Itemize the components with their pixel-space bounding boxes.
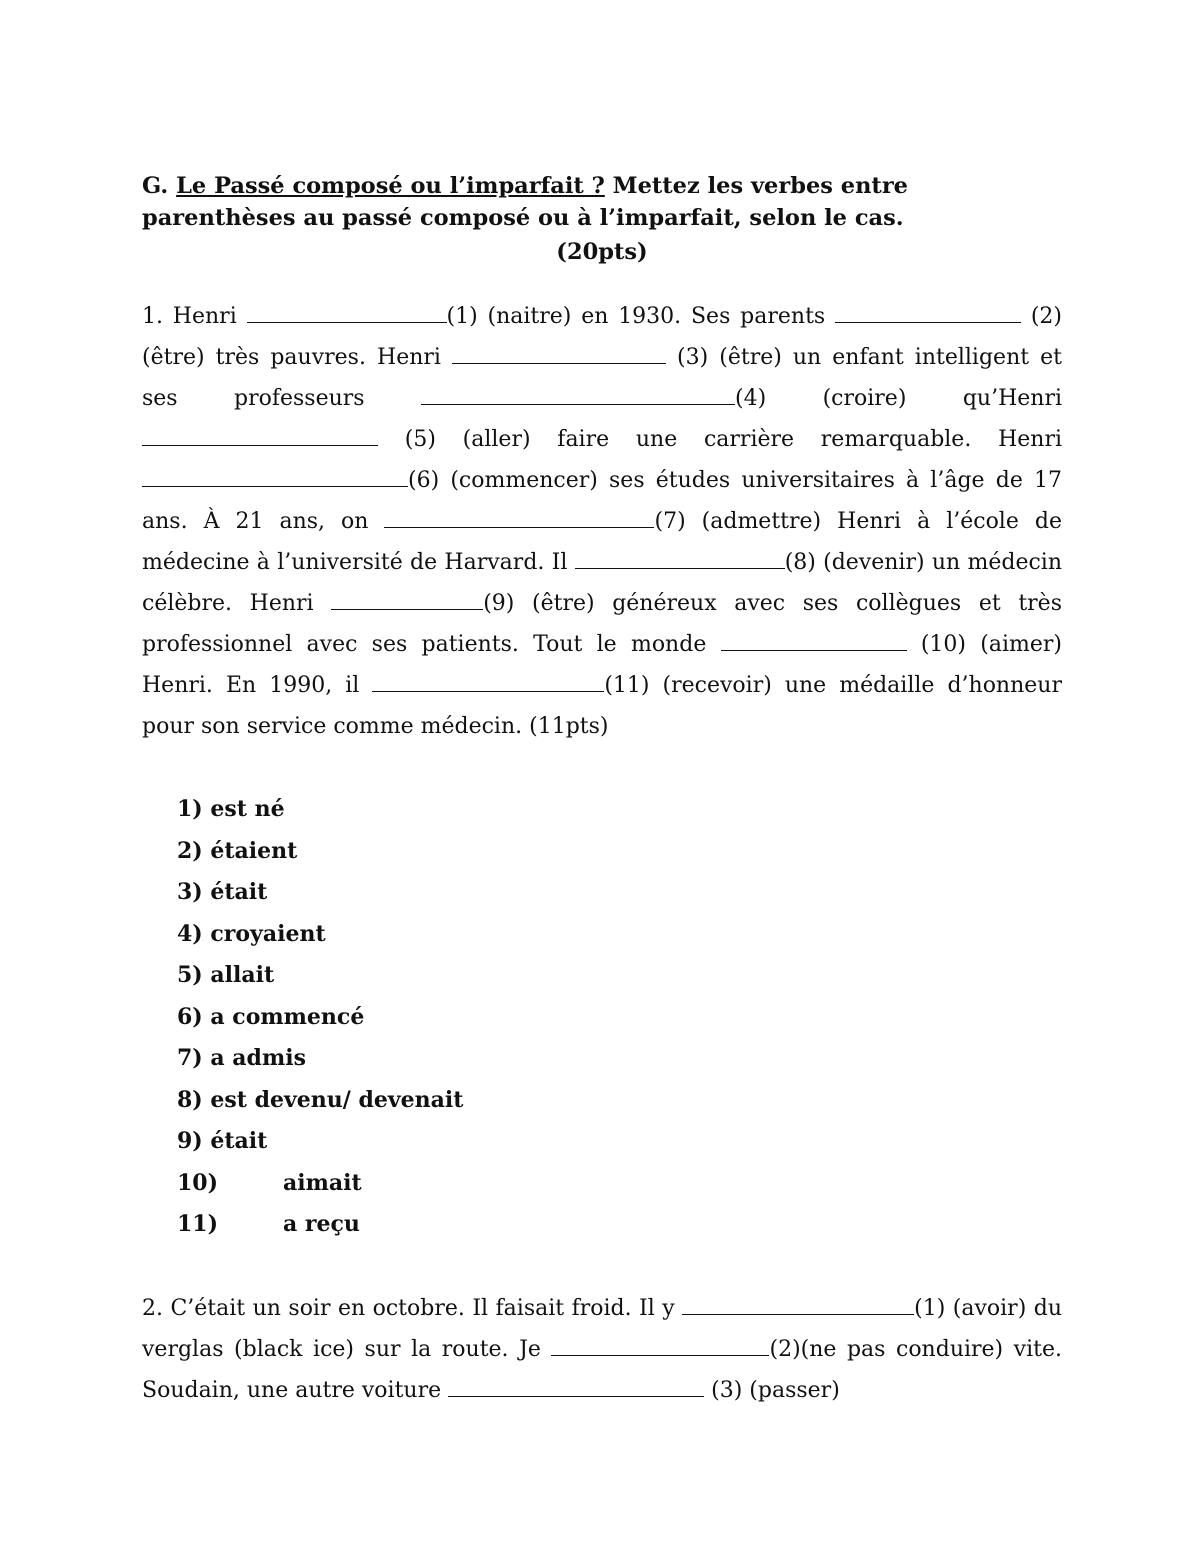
answer-text: était [210,879,268,905]
answer-text: allait [210,962,275,988]
section-points: (20pts) [556,239,648,265]
answer-text: étaient [210,837,298,864]
exercise-1-text: (11) (recevoir) une médaille d’honneur pour son service comme médecin. (11pts) [142,673,1062,739]
instructions-line-2: parenthèses au passé composé ou à l’imparfait, selon le cas. [142,205,904,231]
answer-number: 8) [177,1086,203,1113]
answer-item [177,955,1062,997]
exercise-1-paragraph [142,296,1062,747]
exercise-1-text: (9) (être) généreux avec ses collègues et très professionnel avec ses patients. Tout le monde [142,591,1062,657]
exercise-1-text: (5) (aller) faire une carrière remarquable. Henri [378,427,1062,452]
section-letter: G. [142,173,169,199]
answer-number: 2) [177,837,203,864]
answer-key-list [177,789,1062,1246]
answer-item [177,831,1062,873]
blank-3[interactable] [452,345,666,364]
blank-ex2-3[interactable] [448,1378,704,1397]
blank-5[interactable] [142,427,378,446]
exercise-1-text: 1. Henri [142,304,247,329]
blank-7[interactable] [384,509,654,528]
blank-10[interactable] [721,632,907,651]
answer-item [177,997,1062,1039]
answer-number: 10) [177,1169,219,1196]
blank-ex2-1[interactable] [682,1296,914,1315]
answer-text: était [210,1128,268,1154]
answer-number: 6) [177,1003,203,1030]
exercise-1-text: (2) (être) très pauvres. Henri [142,304,1062,370]
exercise-2-text: (3) (passer) [704,1377,840,1403]
answer-text: est né [210,796,285,822]
answer-text: a commencé [210,1003,365,1030]
answer-text: a admis [210,1045,306,1071]
blank-ex2-2[interactable] [551,1337,769,1356]
answer-text: est devenu/ devenait [210,1086,464,1113]
exercise-1-text: (7) (admettre) Henri à l’école de médecine à l’université de Harvard. Il [142,509,1062,575]
answer-number: 3) [177,879,203,905]
exercise-1-text: (8) (devenir) un médecin célèbre. Henri [142,550,1062,616]
exercise-2-text: (1) (avoir) du verglas (black ice) sur la route. Je [142,1295,1062,1362]
answer-number: 7) [177,1045,203,1071]
answer-number: 9) [177,1128,203,1154]
blank-4[interactable] [421,386,735,405]
answer-text: a reçu [283,1211,360,1237]
exercise-1-text: (10) (aimer) Henri. En 1990, il [142,632,1062,698]
exercise-1-text: (6) (commencer) ses études universitaires à l’âge de 17 ans. À 21 ans, on [142,468,1062,534]
exercise-2-text: (2)(ne pas conduire) vite. Soudain, une autre voiture [142,1336,1062,1403]
worksheet-page [142,170,1062,1433]
exercise-2-paragraph [142,1288,1062,1411]
blank-2[interactable] [835,304,1021,323]
answer-text: aimait [283,1169,362,1196]
answer-text: croyaient [210,920,326,947]
answer-item [177,1163,1062,1205]
answer-item [177,1080,1062,1122]
exercise-2-text: 2. C’était un soir en octobre. Il faisait froid. Il y [142,1295,683,1321]
answer-number: 5) [177,962,203,988]
blank-6[interactable] [142,468,408,487]
blank-9[interactable] [331,591,483,610]
exercise-1-text: (4) (croire) qu’Henri [735,386,1062,411]
exercise-1-text: (1) (naitre) en 1930. Ses parents [446,304,836,329]
answer-item [177,872,1062,914]
answer-item [177,1038,1062,1080]
exercise-1-text: (3) (être) un enfant intelligent et ses professeurs [142,345,1062,411]
section-title: Le Passé composé ou l’imparfait ? [176,173,605,199]
answer-number: 4) [177,920,203,947]
section-heading [142,170,1062,268]
instructions-line-1: Mettez les verbes entre [612,173,908,199]
answer-item [177,914,1062,956]
answer-item [177,1204,1062,1246]
answer-number: 11) [177,1211,219,1237]
answer-item [177,1121,1062,1163]
blank-1[interactable] [247,304,447,323]
answer-number: 1) [177,796,203,822]
heading-line-1 [142,170,1062,202]
blank-11[interactable] [372,673,604,692]
answer-item [177,789,1062,831]
blank-8[interactable] [575,550,785,569]
